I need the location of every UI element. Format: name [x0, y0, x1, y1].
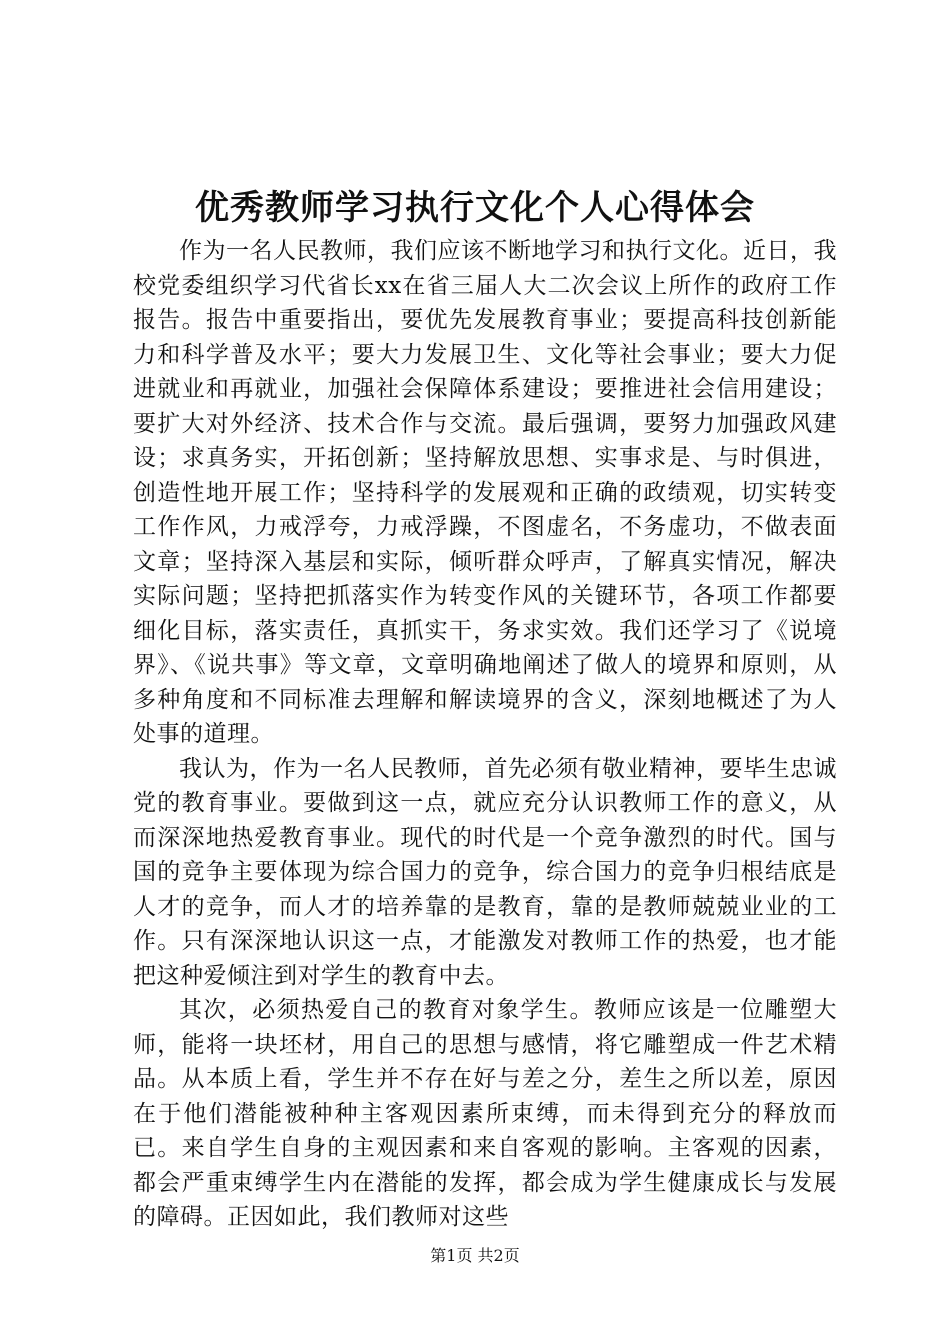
paragraph-3: 其次，必须热爱自己的教育对象学生。教师应该是一位雕塑大师，能将一块坯材，用自己的思想与感情，将它雕塑成一件艺术精品。从本质上看，学生并不存在好与差之分，差生之所以差，原因在于他们潜能被种种主客观因素所束缚，而未得到充分的释放而已。来自学生自身的主观因素和来自客观的影响。主客观的因素，都会严重束缚学生内在潜能的发挥，都会成为学生健康成长与发展的障碍。正因如此，我们教师对这些	[133, 997, 837, 1230]
page-footer	[0, 1244, 950, 1268]
document-body	[133, 234, 837, 1235]
paragraph-1: 作为一名人民教师，我们应该不断地学习和执行文化。近日，我校党委组织学习代省长xx在省三届人大二次会议上所作的政府工作报告。报告中重要指出，要优先发展教育事业；要提高科技创新能力和科学普及水平；要大力发展卫生、文化等社会事业；要大力促进就业和再就业，加强社会保障体系建设；要推进社会信用建设；要扩大对外经济、技术合作与交流。最后强调，要努力加强政风建设；求真务实，开拓创新；坚持解放思想、实事求是、与时俱进，创造性地开展工作；坚持科学的发展观和正确的政绩观，切实转变工作作风，力戒浮夸，力戒浮躁，不图虚名，不务虚功，不做表面文章；坚持深入基层和实际，倾听群众呼声，了解真实情况，解决实际问题；坚持把抓落实作为转变作风的关键环节，各项工作都要细化目标，落实责任，真抓实干，务求实效。我们还学习了《说境界》、《说共事》等文章，文章明确地阐述了做人的境界和原则，从多种角度和不同标准去理解和解读境界的含义，深刻地概述了为人处事的道理。	[133, 238, 837, 747]
paragraph-2: 我认为，作为一名人民教师，首先必须有敬业精神，要毕生忠诚党的教育事业。要做到这一点，就应充分认识教师工作的意义，从而深深地热爱教育事业。现代的时代是一个竞争激烈的时代。国与国的竞争主要体现为综合国力的竞争，综合国力的竞争归根结底是人才的竞争，而人才的培养靠的是教育，靠的是教师兢兢业业的工作。只有深深地认识这一点，才能激发对教师工作的热爱，也才能把这种爱倾注到对学生的教育中去。	[133, 755, 837, 989]
document-title: 优秀教师学习执行文化个人心得体会	[195, 188, 755, 228]
page-indicator: 第1页 共2页	[430, 1246, 520, 1265]
